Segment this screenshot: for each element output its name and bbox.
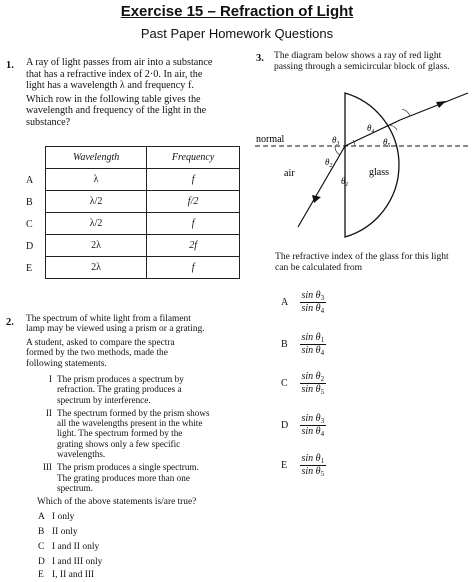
statement-i [30, 374, 250, 405]
option-text: I and III only [52, 557, 103, 567]
table-cell: f [147, 257, 240, 279]
q1-ask-line: wavelength and frequency of the light in the [26, 105, 207, 117]
emergent-arrow [436, 101, 446, 108]
q2-statements [30, 374, 250, 493]
q2-option [38, 527, 78, 537]
statement-line: all the wavelengths present in the white [57, 418, 203, 429]
q2-student-line: following statements. [26, 358, 107, 369]
table-header-row [46, 147, 240, 169]
row-label: B [26, 197, 33, 208]
option-text: II only [52, 527, 78, 537]
statement-line: The prism produces a spectrum by [57, 374, 184, 384]
statement-line: grating shows only a few specific [57, 438, 181, 449]
q3-option: C $\frac{\sin \theta_2}{\sin \theta_5}$ [281, 371, 325, 396]
option-text: I, II and III [52, 570, 95, 580]
statement-line: spectrum by interference. [57, 394, 151, 405]
option-letter: D [38, 557, 45, 567]
option-letter: E [38, 570, 44, 580]
theta5-label: $\theta_5$ [383, 137, 391, 149]
incident-ray [298, 146, 345, 227]
table-cell: f/2 [147, 191, 240, 213]
q2-intro-line: The spectrum of white light from a filament [26, 314, 191, 324]
page-subtitle: Past Paper Homework Questions [140, 26, 334, 41]
table-cell: λ [46, 169, 147, 191]
table-row [46, 235, 240, 257]
q3-option: E $\frac{\sin \theta_1}{\sin \theta_5}$ [281, 453, 325, 478]
q1-table [45, 146, 240, 279]
q1-ask-line: Which row in the following table gives the [26, 93, 201, 105]
q2-number: 2. [6, 317, 14, 328]
page-title: Exercise 15 – Refraction of Light [120, 3, 354, 20]
theta1-label: $\theta_1$ [341, 176, 349, 188]
table-row [46, 169, 240, 191]
table-cell: λ/2 [46, 191, 147, 213]
statement-line: light. The spectrum formed by the [57, 428, 183, 439]
q1-number: 1. [6, 60, 14, 71]
statement-line: The grating produces more than one [57, 472, 190, 483]
q2-text [26, 314, 246, 369]
theta2-label: $\theta_2$ [325, 157, 333, 169]
q3-option: D $\frac{\sin \theta_3}{\sin \theta_4}$ [281, 413, 325, 438]
statement-number: I [48, 374, 52, 384]
table-cell: 2f [147, 235, 240, 257]
table-cell: λ/2 [46, 213, 147, 235]
option-letter: C [281, 378, 288, 389]
option-text: I and II only [52, 542, 100, 552]
row-label: D [26, 241, 34, 252]
q2-option [38, 512, 74, 522]
q1-ask-line: substance? [26, 116, 71, 128]
option-letter: E [281, 460, 288, 471]
row-label: C [26, 219, 33, 230]
statement-line: The spectrum formed by the prism shows [57, 407, 210, 418]
theta4-label: $\theta_4$ [367, 123, 375, 135]
statement-iii [30, 462, 250, 493]
q2-student-line: A student, asked to compare the spectra [26, 337, 175, 348]
statement-line: spectrum. [57, 482, 93, 493]
semicircle-block [345, 93, 399, 237]
table-cell: 2λ [46, 257, 147, 279]
table-row [46, 257, 240, 279]
table-header-wavelength: Wavelength [46, 147, 147, 169]
q1-line: light has a wavelength λ and frequency f. [26, 80, 194, 92]
incident-arrow [312, 195, 321, 203]
q3-option: B $\frac{\sin \theta_1}{\sin \theta_4}$ [281, 332, 325, 357]
glass-label: glass [369, 167, 389, 178]
air-label: air [284, 168, 295, 179]
q2-intro-line: lamp may be viewed using a prism or a grating. [26, 324, 205, 335]
table-row [46, 213, 240, 235]
table-row [46, 191, 240, 213]
q3-line: The diagram below shows a ray of red light [274, 50, 442, 61]
q2-option [38, 557, 102, 567]
statement-number: III [42, 462, 52, 473]
statement-line: The prism produces a single spectrum. [57, 462, 199, 473]
option-letter: C [38, 542, 45, 552]
q3-line: passing through a semicircular block of glass. [274, 61, 450, 72]
option-letter: B [38, 527, 45, 537]
normal-label: normal [256, 134, 285, 145]
row-label: E [26, 263, 33, 274]
q1-line: that has a refractive index of 2·0. In air, the [26, 68, 203, 80]
option-letter: A [281, 297, 289, 308]
q3-option: A $\frac{\sin \theta_3}{\sin \theta_4}$ [281, 290, 325, 315]
table-cell: f [147, 169, 240, 191]
table-header-frequency: Frequency [147, 147, 240, 169]
table-cell: f [147, 213, 240, 235]
statement-ii [30, 408, 250, 459]
q3-text [274, 50, 469, 72]
q3-number: 3. [256, 53, 264, 64]
q3-ask-line: The refractive index of the glass for this light [275, 251, 449, 262]
statement-number: II [45, 407, 52, 418]
table-cell: 2λ [46, 235, 147, 257]
theta3-label: $\theta_3$ [332, 135, 340, 147]
option-letter: B [281, 339, 288, 350]
option-letter: A [38, 512, 45, 522]
refraction-diagram [250, 85, 472, 245]
q2-student-line: formed by the two methods, made the [26, 348, 168, 359]
q2-option [38, 542, 99, 552]
q2-option [38, 570, 94, 580]
q2-ask: Which of the above statements is/are true? [37, 497, 197, 507]
q3-ask-line: can be calculated from [275, 262, 363, 273]
emergent-ray [400, 93, 468, 120]
q1-line: A ray of light passes from air into a substance [26, 57, 213, 68]
statement-line: wavelengths. [57, 449, 106, 460]
option-text: I only [52, 512, 75, 522]
q1-text [26, 57, 241, 129]
row-label: A [26, 175, 34, 186]
q3-ask [275, 251, 470, 273]
option-letter: D [281, 420, 289, 431]
statement-line: refraction. The grating produces a [57, 384, 182, 395]
